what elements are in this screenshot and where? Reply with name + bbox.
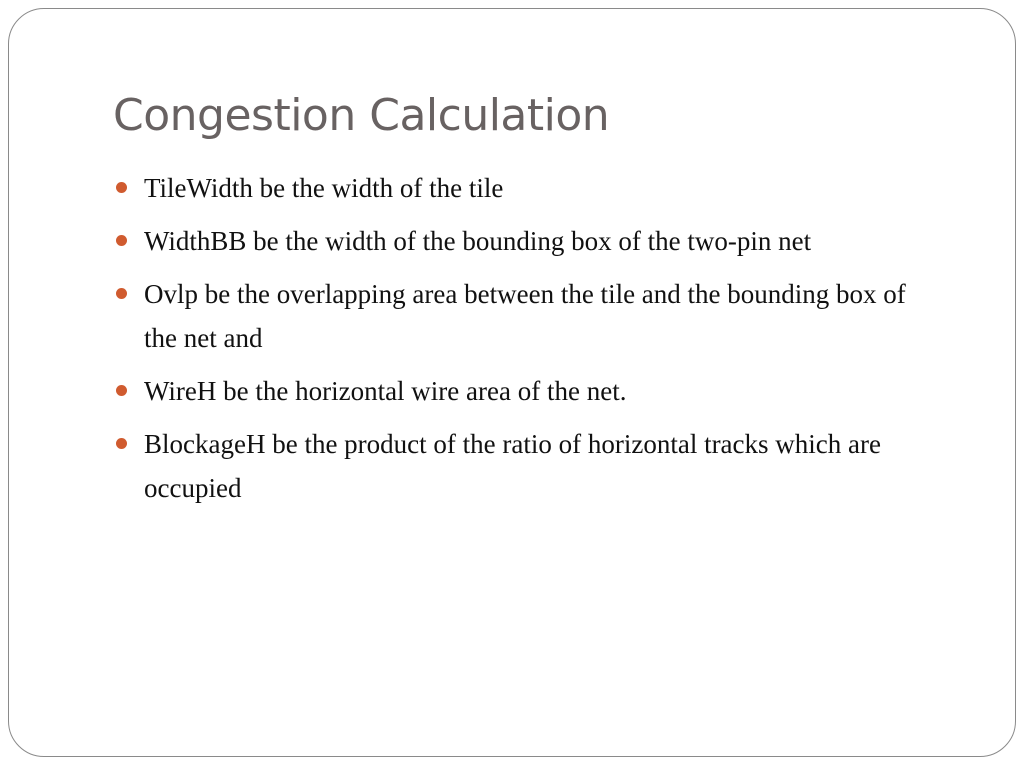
bullet-item: [114, 369, 914, 413]
bullet-text: BlockageH be the product of the ratio of horizontal tracks which are occupied: [144, 429, 881, 503]
bullet-dot-icon: [116, 438, 127, 449]
bullet-text: WidthBB be the width of the bounding box of the two-pin net: [144, 226, 812, 256]
slide-title: Congestion Calculation: [113, 90, 610, 141]
bullet-dot-icon: [116, 288, 127, 299]
bullet-dot-icon: [116, 182, 127, 193]
bullet-dot-icon: [116, 385, 127, 396]
bullet-list: [114, 166, 914, 519]
bullet-text: TileWidth be the width of the tile: [144, 173, 504, 203]
bullet-item: [114, 219, 914, 263]
bullet-text: WireH be the horizontal wire area of the net.: [144, 376, 627, 406]
bullet-text: Ovlp be the overlapping area between the tile and the bounding box of the net and: [144, 279, 906, 353]
bullet-dot-icon: [116, 235, 127, 246]
bullet-item: [114, 422, 914, 510]
bullet-item: [114, 166, 914, 210]
bullet-item: [114, 272, 914, 360]
